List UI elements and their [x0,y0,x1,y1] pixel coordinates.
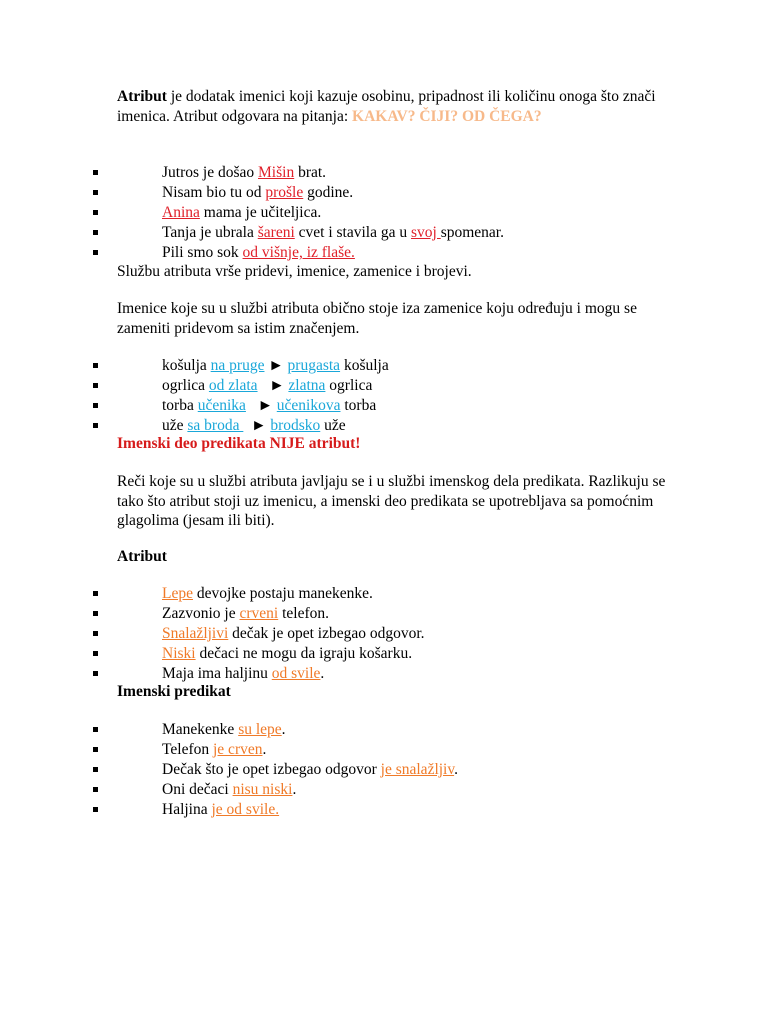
list-item: uže sa broda ► brodsko uže [0,416,389,436]
highlight: na pruge [210,357,265,374]
bullet-icon [93,591,98,596]
highlight: sa broda [187,417,244,434]
list-item: ogrlica od zlata ► zlatna ogrlica [0,376,389,396]
bullet-icon [93,190,98,195]
highlight: od višnje, iz flaše. [242,244,355,261]
intro-term: Atribut [117,88,167,105]
highlight: prošle [265,184,304,201]
list-item: Maja ima haljinu od svile. [0,664,425,684]
highlight: Lepe [162,585,193,602]
bullet-icon [93,383,98,388]
intro-questions: KAKAV? ČIJI? OD ČEGA? [352,107,542,125]
highlight: je crven [213,741,263,758]
paragraph-imenice: Imenice koje su u službi atributa obično stoje iza zamenice koju određuju i mogu se zameniti pridevom sa istim značenjem. [117,300,637,337]
bullet-icon [93,611,98,616]
list-item: Nisam bio tu od prošle godine. [0,183,504,203]
bullet-icon [93,651,98,656]
bullet-icon [93,767,98,772]
highlight: je od svile. [211,801,280,818]
highlight: Mišin [258,164,295,181]
list-item: Snalažljivi dečak je opet izbegao odgovor. [0,624,425,644]
list-item: Manekenke su lepe. [0,720,458,740]
arrow-icon: ► [251,417,267,434]
list-item: Dečak što je opet izbegao odgovor je snalažljiv. [0,760,458,780]
list-item: Oni dečaci nisu niski. [0,780,458,800]
list-examples-4 [0,720,458,820]
bullet-icon [93,403,98,408]
highlight: šareni [257,224,295,241]
bullet-icon [93,170,98,175]
list-item: Niski dečaci ne mogu da igraju košarku. [0,644,425,664]
list-item: Haljina je od svile. [0,800,458,820]
highlight: je snalažljiv [380,761,455,778]
list-item: Telefon je crven. [0,740,458,760]
highlight: učenika [197,397,246,414]
list-examples-1 [0,163,504,263]
bullet-icon [93,363,98,368]
highlight: crveni [239,605,279,622]
list-item: Pili smo sok od višnje, iz flaše. [0,243,504,263]
highlight: zlatna [288,377,326,394]
highlight: od svile [271,665,321,682]
list-item: torba učenika ► učenikova torba [0,396,389,416]
highlight: Niski [162,645,196,662]
highlight: učenikova [276,397,341,414]
bullet-icon [93,727,98,732]
highlight: Snalažljivi [162,625,229,642]
section-heading-atribut: Atribut [117,548,167,565]
highlight: nisu niski [232,781,293,798]
bullet-icon [93,210,98,215]
paragraph-reci: Reči koje su u službi atributa javljaju se i u službi imenskog dela predikata. Razlikuju se tako što atribut stoji uz imenicu, a imenski deo predikata se upotrebljava sa pomoćnim glagolima (jesam ili biti). [117,473,666,529]
bullet-icon [93,747,98,752]
bullet-icon [93,671,98,676]
bullet-icon [93,787,98,792]
list-item: Anina mama je učiteljica. [0,203,504,223]
bullet-icon [93,807,98,812]
list-examples-2 [0,356,389,436]
arrow-icon: ► [257,397,273,414]
list-item: Zazvonio je crveni telefon. [0,604,425,624]
highlight: su lepe [238,721,282,738]
bullet-icon [93,631,98,636]
bullet-icon [93,250,98,255]
highlight: od zlata [208,377,258,394]
intro-paragraph [117,87,677,126]
highlight: Anina [162,204,200,221]
list-item: Lepe devojke postaju manekenke. [0,584,425,604]
list-item: Tanja je ubrala šareni cvet i stavila ga u svoj spomenar. [0,223,504,243]
intro-text: je dodatak imenici koji kazuje osobinu, pripadnost ili količinu onoga što znači imenica. Atribut odgovara na pitanja: [117,88,656,125]
list-item: Jutros je došao Mišin brat. [0,163,504,183]
bullet-icon [93,423,98,428]
highlight: brodsko [270,417,321,434]
arrow-icon: ► [268,357,284,374]
highlight: svoj [410,224,441,241]
warning-heading: Imenski deo predikata NIJE atribut! [117,435,361,452]
paragraph-sluzba: Službu atributa vrše pridevi, imenice, zamenice i brojevi. [117,263,472,280]
section-heading-predikat: Imenski predikat [117,683,231,700]
list-examples-3 [0,584,425,684]
highlight: prugasta [287,357,341,374]
bullet-icon [93,230,98,235]
arrow-icon: ► [269,377,285,394]
list-item: košulja na pruge ► prugasta košulja [0,356,389,376]
